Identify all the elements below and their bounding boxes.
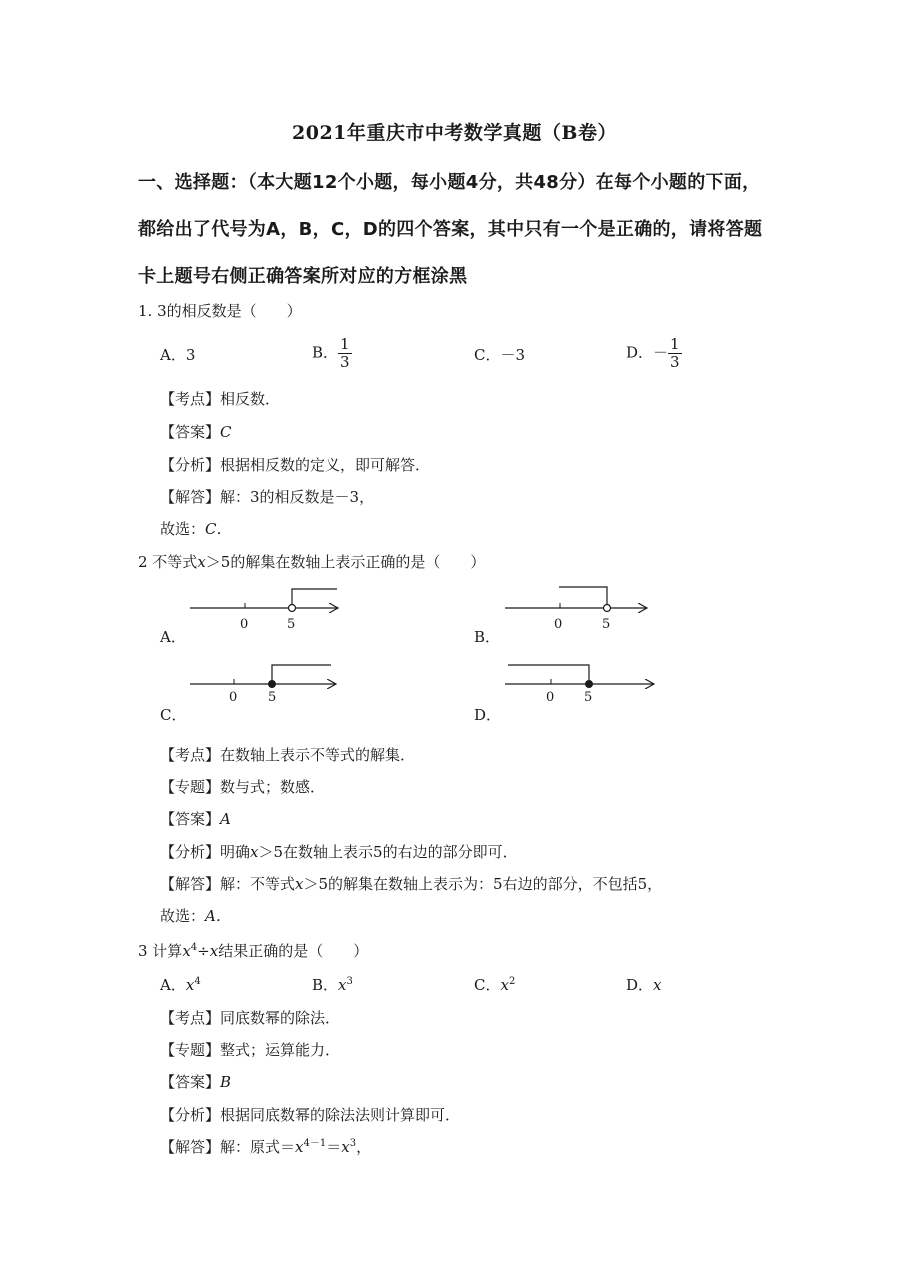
q3-option-d bbox=[626, 974, 662, 995]
q2-jieda-variable: x bbox=[295, 875, 304, 893]
q2-zhuanti: 【专题】数与式；数感． bbox=[160, 778, 326, 796]
q3-option-b-exponent: 3 bbox=[346, 976, 353, 987]
q3-option-b-label: B． bbox=[312, 976, 339, 994]
q2-conclusion bbox=[160, 905, 231, 926]
q3-option-c-base: x bbox=[500, 976, 509, 994]
q1-option-b-denominator: 3 bbox=[340, 353, 350, 371]
q1-conclusion-value: C． bbox=[205, 520, 232, 538]
q2-stem-prefix: 2 不等式 bbox=[138, 553, 198, 571]
q3-option-a-label: A． bbox=[160, 976, 186, 994]
q2-fenxi-prefix: 【分析】明确 bbox=[160, 843, 251, 861]
label-five: 5 bbox=[287, 617, 296, 632]
q2-jieda-prefix: 【解答】解：不等式 bbox=[160, 875, 296, 893]
label-zero: 0 bbox=[229, 690, 238, 705]
q3-answer-label: 【答案】 bbox=[160, 1073, 221, 1091]
q2-option-d-number-line bbox=[505, 665, 654, 705]
q1-answer-label: 【答案】 bbox=[160, 423, 221, 441]
q2-fenxi bbox=[160, 841, 518, 862]
q2-option-b-number-line bbox=[505, 587, 647, 632]
q3-option-d-label: D． bbox=[626, 976, 654, 994]
q3-jieda-base-2: x bbox=[341, 1138, 350, 1156]
open-circle-marker bbox=[604, 605, 611, 612]
q2-fenxi-suffix: ＞5在数轴上表示5的右边的部分即可． bbox=[258, 843, 518, 861]
section-heading-line-3: 卡上题号右侧正确答案所对应的方框涂黑 bbox=[138, 266, 468, 287]
q3-option-d-base: x bbox=[653, 976, 662, 994]
q3-stem-operator: ÷ bbox=[197, 942, 210, 960]
q2-fenxi-variable: x bbox=[250, 843, 259, 861]
solution-bracket bbox=[272, 665, 331, 684]
q3-jieda-exponent-2: 3 bbox=[349, 1138, 357, 1149]
q3-kaodian: 【考点】同底数幂的除法． bbox=[160, 1009, 341, 1027]
q3-answer bbox=[160, 1071, 231, 1092]
label-five: 5 bbox=[602, 617, 611, 632]
q3-option-c-label: C． bbox=[474, 976, 501, 994]
q3-jieda bbox=[160, 1136, 371, 1157]
q1-option-d-label: D．－ bbox=[626, 343, 669, 362]
q3-option-c-exponent: 2 bbox=[508, 976, 516, 987]
q3-fenxi: 【分析】根据同底数幂的除法法则计算即可． bbox=[160, 1106, 461, 1124]
page-title: 2021年重庆市中考数学真题（B卷） bbox=[292, 122, 617, 144]
q2-option-a-label: A． bbox=[160, 628, 186, 646]
q1-option-b-numerator: 1 bbox=[340, 335, 350, 353]
q3-jieda-prefix: 【解答】解：原式＝ bbox=[160, 1138, 296, 1156]
label-zero: 0 bbox=[240, 617, 249, 632]
q3-option-b-base: x bbox=[338, 976, 347, 994]
q2-kaodian: 【考点】在数轴上表示不等式的解集． bbox=[160, 746, 416, 764]
q1-conclusion-label: 故选： bbox=[160, 520, 206, 538]
open-circle-marker bbox=[289, 605, 296, 612]
q1-option-b-label: B． bbox=[312, 343, 339, 362]
q2-conclusion-value: A． bbox=[205, 907, 231, 925]
q1-option-d-denominator: 3 bbox=[670, 353, 680, 371]
q3-stem-exponent: 4 bbox=[190, 942, 198, 953]
q2-answer-label: 【答案】 bbox=[160, 810, 221, 828]
q1-jieda: 【解答】解：3的相反数是－3， bbox=[160, 488, 375, 506]
closed-dot-marker bbox=[269, 681, 276, 688]
q1-stem: 1. 3的相反数是（ ） bbox=[138, 302, 302, 320]
label-five: 5 bbox=[268, 690, 277, 705]
q2-stem-variable: x bbox=[197, 553, 206, 571]
q2-stem-suffix: ＞5的解集在数轴上表示正确的是（ ） bbox=[205, 553, 486, 571]
q2-answer-value: A bbox=[220, 810, 231, 828]
q1-fenxi: 【分析】根据相反数的定义，即可解答． bbox=[160, 456, 431, 474]
q1-kaodian: 【考点】相反数． bbox=[160, 390, 281, 408]
q2-conclusion-label: 故选： bbox=[160, 907, 206, 925]
q2-jieda-suffix: ＞5的解集在数轴上表示为：5右边的部分，不包括5， bbox=[303, 875, 663, 893]
q2-option-a-number-line bbox=[190, 589, 338, 632]
section-heading-line-1: 一、选择题：（本大题12个小题，每小题4分，共48分）在每个小题的下面， bbox=[138, 172, 761, 193]
q3-jieda-exponent-1: 4－1 bbox=[303, 1138, 327, 1149]
q2-option-b-label: B． bbox=[474, 628, 501, 646]
q2-option-d-label: D． bbox=[474, 706, 502, 724]
q3-stem-prefix: 3 计算 bbox=[138, 942, 183, 960]
q3-stem-base: x bbox=[182, 942, 191, 960]
q1-option-a: A．3 bbox=[160, 346, 196, 364]
q2-answer bbox=[160, 808, 231, 829]
q3-jieda-equals: ＝ bbox=[326, 1138, 342, 1156]
q3-option-c bbox=[474, 974, 515, 995]
q3-option-b bbox=[312, 974, 353, 995]
q3-jieda-base-1: x bbox=[295, 1138, 304, 1156]
q1-option-d-numerator: 1 bbox=[670, 335, 680, 353]
label-five: 5 bbox=[584, 690, 593, 705]
q3-stem-suffix: 结果正确的是（ ） bbox=[218, 942, 369, 960]
q2-option-c-label: C． bbox=[160, 706, 187, 724]
q3-stem-variable: x bbox=[209, 942, 219, 960]
solution-bracket bbox=[559, 587, 607, 608]
q3-stem bbox=[138, 940, 368, 961]
closed-dot-marker bbox=[586, 681, 593, 688]
q2-option-c-number-line bbox=[190, 665, 336, 705]
solution-bracket bbox=[292, 589, 337, 608]
q3-option-a-exponent: 4 bbox=[194, 976, 201, 987]
section-heading-line-2: 都给出了代号为A，B，C，D的四个答案，其中只有一个是正确的，请将答题 bbox=[138, 219, 763, 240]
q3-option-a bbox=[160, 974, 201, 995]
q3-option-a-base: x bbox=[185, 976, 195, 994]
q1-option-c: C．－3 bbox=[474, 346, 526, 364]
q3-answer-value: B bbox=[220, 1073, 232, 1091]
q3-zhuanti: 【专题】整式；运算能力． bbox=[160, 1041, 341, 1059]
q3-jieda-end: ， bbox=[356, 1138, 372, 1156]
solution-bracket bbox=[508, 665, 589, 684]
q1-answer-value: C bbox=[220, 423, 232, 441]
q2-jieda bbox=[160, 873, 662, 894]
label-zero: 0 bbox=[546, 690, 555, 705]
label-zero: 0 bbox=[554, 617, 563, 632]
